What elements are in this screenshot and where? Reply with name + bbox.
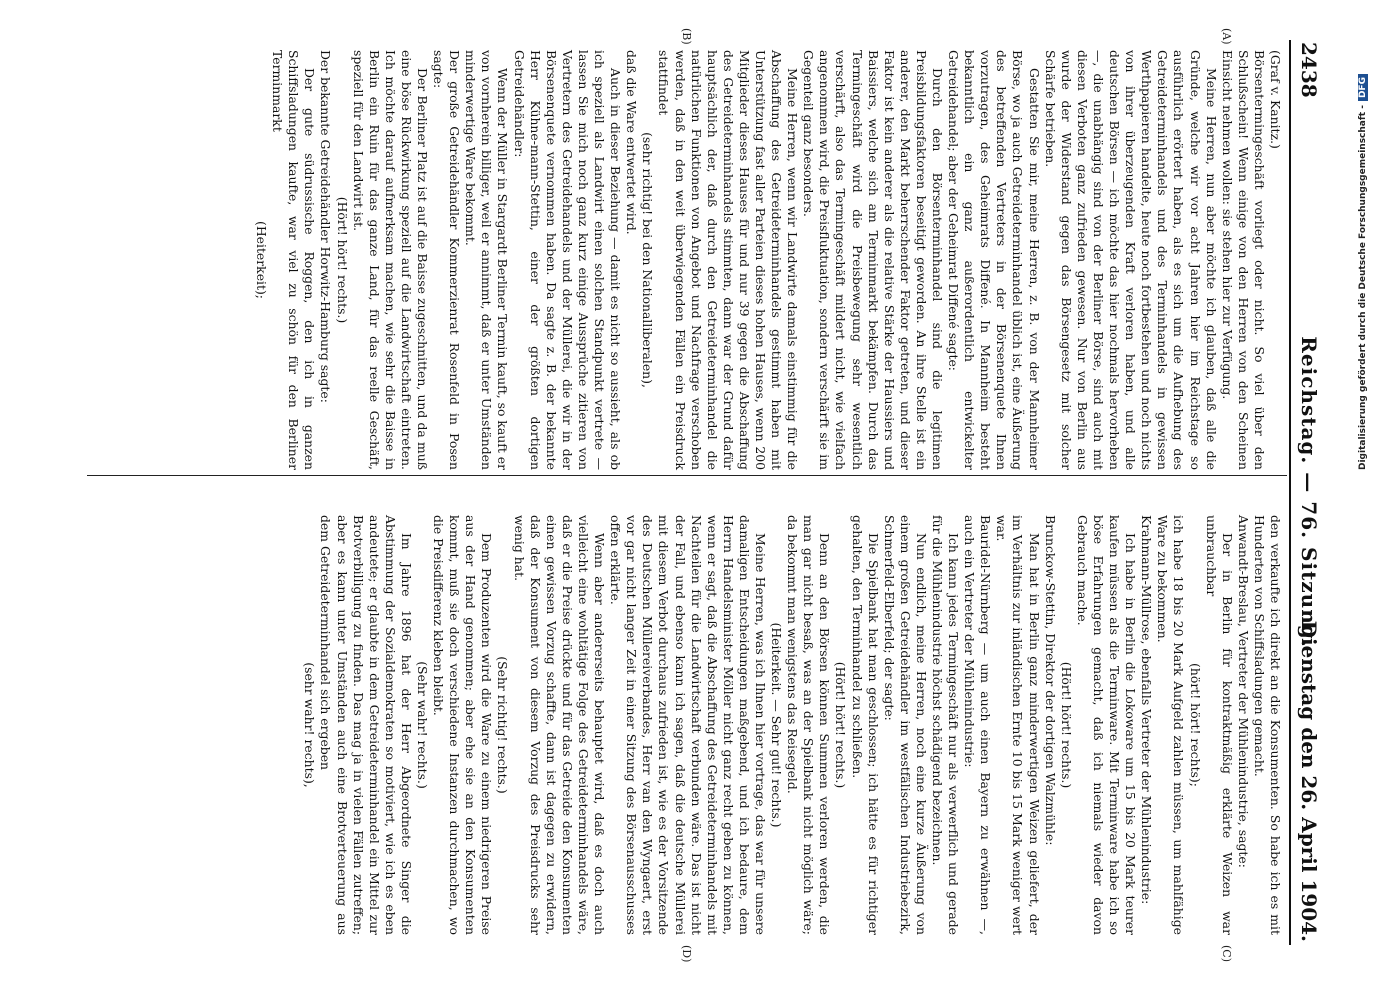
paragraph: Dem Produzenten wird die Ware zu einem niedrigeren Preise aus der Hand genommen; aber ehe sie an den Konsumenten kommt, muß sie doch verschiedene Instanzen durchmachen, wo die Preisdifferenz kleben bleibt. [431,515,495,935]
left-column [253,50,1283,470]
interjection: (sehr wahr! rechts), [302,662,318,788]
interjection: (sehr richtig! bei den Nationalliberalen), [640,132,656,388]
margin-label-d: (D) [680,945,693,963]
quotation: Die Spielbank hat man geschlossen; ich hätte es für richtiger gehalten, den Terminhandel zu schließen. [849,515,881,935]
session-title: Reichstag. — 76. Sitzung. [1297,336,1321,648]
digitization-credit [1358,74,1368,470]
margin-label-a: (A) [1220,28,1233,45]
paragraph: Gestatten Sie mir, meine Herren, z. B. von der Mannheimer Börse, wo ja auch Getreideterminhandel üblich ist, eine Äußerung des betreffenden Vertreters in der Börsenenquete Ihnen vorzutragen, des Geheimrats Diffené. In Mannheim besteht bekanntlich ein ganz außerordentlich entwickelter Getreidehandel; aber der Geheimrat Diffené sagte: [946,50,1042,470]
session-date: Dienstag den 26. April 1904. [1297,620,1321,942]
interjection: (Sehr wahr! rechts.) [415,661,431,789]
paragraph: Wenn aber andererseits behauptet wird, daß es doch auch vielleicht eine wohltätige Folge des Getreideterminhandels wäre, daß er die Preise drückte und für das Getreide den Konsumenten einen gewissen Vorzug schaffte, dann ist dagegen zu erwidern, daß der Konsument von diesem Vorzug des Preisdrucks sehr wenig hat. [511,515,608,935]
paragraph: Bauridel-Nürnberg — um auch einen Bayern zu erwähnen —, auch ein Vertreter der Mühlenindustrie: [962,515,994,935]
margin-label-c: (C) [1220,945,1233,962]
quotation: Der in Berlin für kontraktmäßig erklärte Weizen war unbrauchbar [1203,515,1235,935]
paragraph: daß die Ware entwertet wird. [624,50,640,235]
paragraph: Brunckow-Stettin, Direktor der dortigen Walzmühle: [1042,515,1058,846]
quotation: Der Berliner Platz ist auf die Baisse zugeschnitten, und da muß eine böse Rückwirkung speziell auf die Landwirtschaft eintreten. Ich möchte darauf aufmerksam machen, wie sehr die Baisse in Berlin ein Ruin für das ganze Land, für das reelle Geschäft, speziell für den Landwirt ist. [350,50,431,470]
credit-text: Digitalisierung gefördert durch die Deutsche Forschungsgemeinschaft - [1358,105,1368,470]
paragraph: Meine Herren, nun aber möchte ich glauben, daß alle die Gründe, welche wir vor acht Jahren hier im Reichstage so ausführlich erörtert haben, als es sich um die Aufhebung des Getreideterminhandels und des Terminhandels in gewissen Werthpapieren handelte, heute noch fortbestehen und noch nichts von ihrer überzeugenden Kraft verloren haben, und alle deutschen Börsen — ich möchte das hier nochmals hervorheben —, die unabhängig sind von der Berliner Börse, sind auch mit diesen Verboten ganz zufrieden gewesen. Nur von Berlin aus wurde der Widerstand gegen das Börsengesetz mit solcher Schärfe betrieben. [1042,50,1219,470]
quotation: Wenn der Müller in Stargardt Berliner Termin kauft, so kauft er von vornherein billiger, weil er annimmt, daß er unter Umständen minderwertige Ware bekommt. [463,50,511,470]
speaker-label: (Graf v. Kanitz.) [1268,50,1283,149]
paragraph: Anwandt-Breslau, Vertreter der Mühlenindustrie, sagte: [1235,515,1251,868]
interjection: (Hört! hört! rechts.) [1058,661,1074,789]
interjection: (Sehr richtig! rechts.) [495,656,511,794]
quotation: Der gute südrussische Roggen, den ich in ganzen Schiffsladungen kaufte, war viel zu schön für den Berliner Terminmarkt [270,50,318,470]
paragraph: Nun endlich, meine Herren, noch eine kurze Äußerung von einem großen Getreidehändler im westfälischen Industriebezirk, Schmerfeld-Elberfeld; der sagte: [881,515,929,935]
quotation: den verkaufte ich direkt an die Konsumenten. So habe ich es mit Hunderten von Schiffsladungen gemacht. [1251,515,1283,935]
paragraph: Krahmann-Müllrose, ebenfalls Vertreter der Mühlenindustrie: [1139,515,1155,905]
interjection: (Heiterkeit. — Sehr gut! rechts.) [769,622,785,828]
page-number: 2438 [1297,42,1321,98]
page-header [1291,42,1325,942]
paragraph: Der bekannte Getreidehändler Horwitz-Hamburg sagte: [318,50,334,403]
quotation: Ich kann jedes Termingeschäft nur als verwerflich und gerade für die Mühlenindustrie höchst schädigend bezeichnen. [930,515,962,935]
quotation: Man hat in Berlin ganz minderwertigen Weizen geliefert, der im Verhältnis zur inländischen Ernte 10 bis 15 Mark weniger wert war. [994,515,1042,935]
paragraph: Meine Herren, was ich Ihnen hier vortrage, das war für unsere damaligen Entscheidungen maßgebend, und ich bedaure, dem Herrn Handelsminister Möller nicht ganz recht geben zu können, wenn er sagt, daß die Abschaffung des Getreideterminhandels mit Nachteilen für die Landwirtschaft verbunden wäre. Das ist nicht der Fall, und ebenso kann ich sagen, daß die deutsche Müllerei mit diesem Verbot durchaus zufrieden ist, wie es der Vorsitzende des Deutschen Müllereiverbandes, Herr van den Wyngaert, erst vor gar nicht langer Zeit in einer Sitzung des Börsenausschusses offen erklärte. [608,515,768,935]
column-divider [87,475,1287,476]
quotation: ich habe 18 bis 20 Mark Aufgeld zahlen müssen, um mahlfähige Ware zu bekommen. [1155,515,1187,935]
paragraph: Meine Herren, wenn wir Landwirte damals einstimmig für die Abschaffung des Getreideterminhandels gestimmt haben mit Unterstützung fast aller Parteien dieses hohen Hauses, wenn 200 Mitglieder dieses Hauses für und nur 39 gegen die Abschaffung des Getreideterminhandels stimmten, dann war der Grund dafür hauptsächlich der, daß durch den Getreideterminhandel die natürlichen Funktionen von Angebot und Nachfrage verschoben werden, daß in den weit überwiegenden Fällen ein Preisdruck stattfindet [656,50,801,470]
header-rule [1289,40,1291,945]
paragraph: Denn an den Börsen können Summen verloren werden, die man gar nicht besaß, was an der Spielbank nicht möglich wäre; da bekommt man wenigstens das Reisegeld. [785,515,833,935]
quotation: Durch den Börsenterminhandel sind die legitimen Preisbildungsfaktoren beseitigt geworden. An ihre Stelle ist ein anderer, den Markt beherrschender Faktor getreten, und dieser Faktor ist kein anderer als die relative Stärke der Haussiers und Baissiers, welche sich am Terminmarkt bekämpfen. Durch das Termingeschäft wird die Preisbewegung sehr wesentlich verschärft, also das Termingeschäft mildert nicht, wie vielfach angenommen wird, die Preisfluktuation, sondern verschärft sie im Gegenteil ganz besonders. [801,50,946,470]
paragraph: Auch in dieser Beziehung — damit es nicht so aussieht, als ob ich speziell als Landwirt einen solchen Standpunkt vertrete — lassen Sie mich noch ganz kurz einige Aussprüche zitieren von Vertretern des Getreidehandels und der Müllerei, die wir in der Börsenenquete vernommen haben. Da sagte z. B. der bekannte Herr Kühne-mann-Stettin, einer der größten dortigen Getreidehändler: [511,50,624,470]
paragraph: Im Jahre 1896 hat der Herr Abgeordnete Singer die Abstimmung der Sozialdemokraten so motiviert, wie ich es eben andeutete; er glaubte in dem Getreideterminhandel ein Mittel zur Brotverbilligung zu finden. Das mag ja in vielen Fällen zutreffen; aber es kann unter Umständen auch eine Brotverteuerung aus dem Getreideterminhandel sich ergeben [318,515,414,935]
margin-label-b: (B) [680,28,693,45]
quotation: Ich habe in Berlin die Lokoware um 15 bis 20 Mark teurer kaufen müssen als die Terminware. Mit Terminware habe ich so böse Erfahrungen gemacht, daß ich niemals wieder davon Gebrauch mache. [1074,515,1139,935]
interjection: (Hört! hört! rechts.) [334,196,350,324]
paragraph: Der große Getreidehändler Kommerzienrat Rosenfeld in Posen sagte: [431,50,463,470]
dfg-logo: DFG [1358,74,1368,101]
interjection: (hört! hört! rechts); [1187,663,1203,787]
paragraph: Börsentermingeschäft vorliegt oder nicht. So viel über den Schlußschein! Wenn einige von den Herren von den Scheinen Einsicht nehmen wollen: sie stehen hier zur Verfügung. [1219,50,1267,470]
right-column [301,515,1283,935]
interjection: (Heiterkeit); [254,221,270,299]
interjection: (Hört! hört! rechts.) [833,661,849,789]
